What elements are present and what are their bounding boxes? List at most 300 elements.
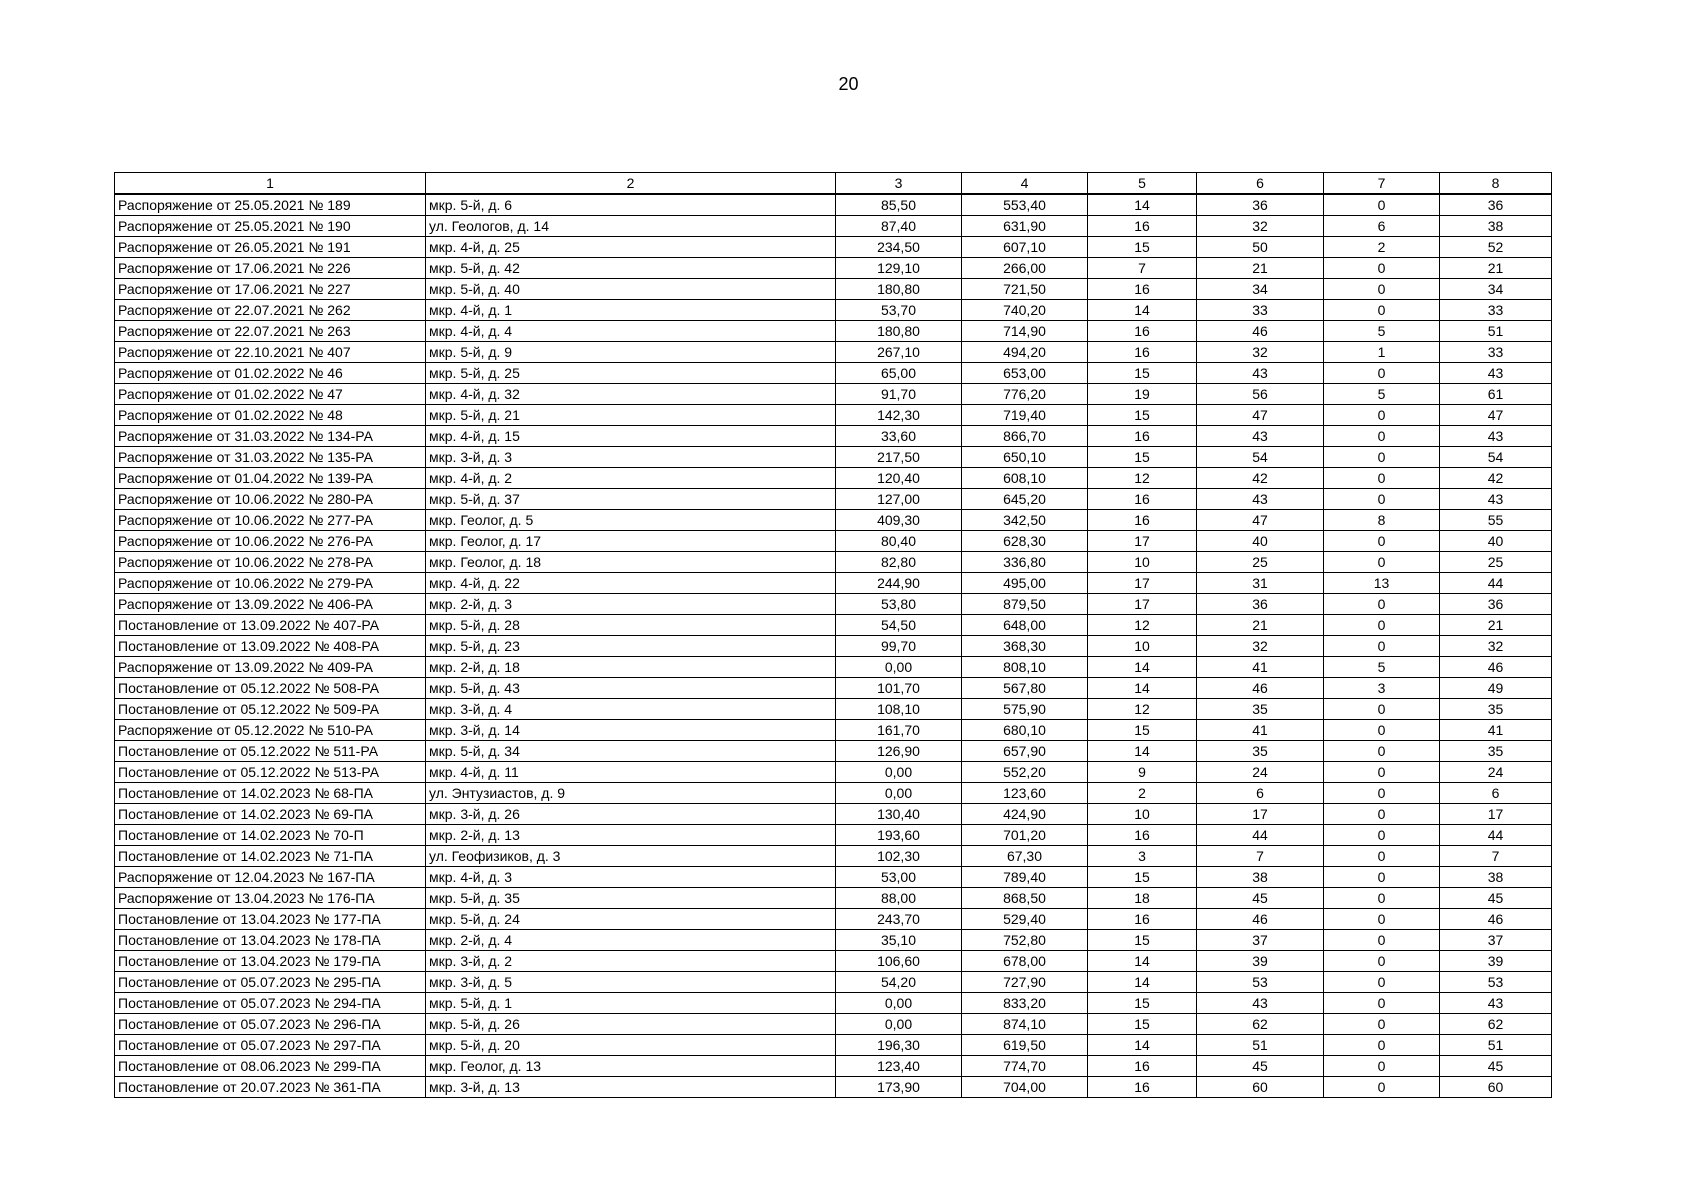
value-cell-col-3: 101,70 (836, 678, 962, 699)
value-cell-col-6: 32 (1197, 636, 1324, 657)
value-cell-col-7: 0 (1324, 1035, 1440, 1056)
value-cell-col-4: 866,70 (962, 426, 1088, 447)
value-cell-col-6: 32 (1197, 216, 1324, 237)
value-cell-col-6: 41 (1197, 657, 1324, 678)
value-cell-col-8: 43 (1440, 993, 1552, 1014)
address-cell: мкр. 5-й, д. 37 (426, 489, 836, 510)
value-cell-col-5: 16 (1088, 279, 1197, 300)
address-cell: мкр. 2-й, д. 3 (426, 594, 836, 615)
value-cell-col-4: 650,10 (962, 447, 1088, 468)
value-cell-col-4: 657,90 (962, 741, 1088, 762)
value-cell-col-5: 19 (1088, 384, 1197, 405)
value-cell-col-5: 3 (1088, 846, 1197, 867)
address-cell: мкр. 3-й, д. 2 (426, 951, 836, 972)
value-cell-col-7: 6 (1324, 216, 1440, 237)
value-cell-col-7: 0 (1324, 405, 1440, 426)
column-header-8: 8 (1440, 173, 1552, 195)
value-cell-col-4: 266,00 (962, 258, 1088, 279)
value-cell-col-3: 54,20 (836, 972, 962, 993)
value-cell-col-7: 0 (1324, 825, 1440, 846)
address-cell: мкр. 5-й, д. 24 (426, 909, 836, 930)
table-row (115, 825, 1552, 846)
value-cell-col-4: 336,80 (962, 552, 1088, 573)
document-cell: Распоряжение от 25.05.2021 № 189 (115, 194, 426, 216)
value-cell-col-5: 15 (1088, 930, 1197, 951)
value-cell-col-8: 38 (1440, 867, 1552, 888)
table-row (115, 258, 1552, 279)
value-cell-col-6: 42 (1197, 468, 1324, 489)
value-cell-col-4: 714,90 (962, 321, 1088, 342)
value-cell-col-4: 424,90 (962, 804, 1088, 825)
document-cell: Распоряжение от 13.04.2023 № 176-ПА (115, 888, 426, 909)
address-cell: мкр. 2-й, д. 13 (426, 825, 836, 846)
value-cell-col-8: 51 (1440, 321, 1552, 342)
value-cell-col-5: 15 (1088, 1014, 1197, 1035)
value-cell-col-7: 0 (1324, 762, 1440, 783)
value-cell-col-6: 37 (1197, 930, 1324, 951)
table-row (115, 1014, 1552, 1035)
value-cell-col-3: 80,40 (836, 531, 962, 552)
value-cell-col-3: 127,00 (836, 489, 962, 510)
value-cell-col-3: 82,80 (836, 552, 962, 573)
value-cell-col-7: 0 (1324, 363, 1440, 384)
value-cell-col-6: 44 (1197, 825, 1324, 846)
value-cell-col-3: 88,00 (836, 888, 962, 909)
address-cell: мкр. 4-й, д. 11 (426, 762, 836, 783)
address-cell: мкр. 5-й, д. 1 (426, 993, 836, 1014)
value-cell-col-6: 35 (1197, 741, 1324, 762)
table-row (115, 279, 1552, 300)
table-row (115, 888, 1552, 909)
value-cell-col-8: 41 (1440, 720, 1552, 741)
address-cell: мкр. 3-й, д. 13 (426, 1077, 836, 1098)
value-cell-col-7: 0 (1324, 468, 1440, 489)
table-row (115, 720, 1552, 741)
value-cell-col-4: 67,30 (962, 846, 1088, 867)
value-cell-col-7: 0 (1324, 552, 1440, 573)
value-cell-col-8: 45 (1440, 888, 1552, 909)
address-cell: мкр. 4-й, д. 3 (426, 867, 836, 888)
value-cell-col-3: 106,60 (836, 951, 962, 972)
value-cell-col-4: 645,20 (962, 489, 1088, 510)
value-cell-col-6: 36 (1197, 594, 1324, 615)
document-cell: Распоряжение от 22.10.2021 № 407 (115, 342, 426, 363)
document-cell: Постановление от 14.02.2023 № 70-П (115, 825, 426, 846)
value-cell-col-3: 244,90 (836, 573, 962, 594)
table-row (115, 300, 1552, 321)
value-cell-col-4: 653,00 (962, 363, 1088, 384)
value-cell-col-8: 40 (1440, 531, 1552, 552)
document-cell: Распоряжение от 17.06.2021 № 227 (115, 279, 426, 300)
document-cell: Постановление от 14.02.2023 № 68-ПА (115, 783, 426, 804)
address-cell: мкр. 5-й, д. 20 (426, 1035, 836, 1056)
value-cell-col-4: 575,90 (962, 699, 1088, 720)
value-cell-col-3: 53,70 (836, 300, 962, 321)
value-cell-col-6: 56 (1197, 384, 1324, 405)
address-cell: мкр. Геолог, д. 17 (426, 531, 836, 552)
column-header-3: 3 (836, 173, 962, 195)
value-cell-col-5: 12 (1088, 468, 1197, 489)
value-cell-col-3: 0,00 (836, 657, 962, 678)
value-cell-col-4: 678,00 (962, 951, 1088, 972)
value-cell-col-7: 0 (1324, 636, 1440, 657)
value-cell-col-5: 16 (1088, 489, 1197, 510)
value-cell-col-5: 10 (1088, 636, 1197, 657)
value-cell-col-3: 180,80 (836, 279, 962, 300)
value-cell-col-6: 32 (1197, 342, 1324, 363)
value-cell-col-6: 62 (1197, 1014, 1324, 1035)
value-cell-col-3: 53,80 (836, 594, 962, 615)
column-header-5: 5 (1088, 173, 1197, 195)
table-row (115, 489, 1552, 510)
value-cell-col-8: 52 (1440, 237, 1552, 258)
table-row (115, 846, 1552, 867)
value-cell-col-6: 54 (1197, 447, 1324, 468)
value-cell-col-7: 0 (1324, 194, 1440, 216)
value-cell-col-8: 38 (1440, 216, 1552, 237)
value-cell-col-6: 53 (1197, 972, 1324, 993)
document-cell: Распоряжение от 13.09.2022 № 409-РА (115, 657, 426, 678)
document-cell: Распоряжение от 10.06.2022 № 278-РА (115, 552, 426, 573)
value-cell-col-7: 0 (1324, 594, 1440, 615)
column-header-1: 1 (115, 173, 426, 195)
document-cell: Распоряжение от 22.07.2021 № 263 (115, 321, 426, 342)
value-cell-col-7: 5 (1324, 657, 1440, 678)
value-cell-col-4: 552,20 (962, 762, 1088, 783)
value-cell-col-5: 16 (1088, 825, 1197, 846)
value-cell-col-5: 12 (1088, 699, 1197, 720)
value-cell-col-4: 628,30 (962, 531, 1088, 552)
table-row (115, 615, 1552, 636)
value-cell-col-4: 776,20 (962, 384, 1088, 405)
address-cell: мкр. 4-й, д. 25 (426, 237, 836, 258)
address-cell: мкр. 4-й, д. 15 (426, 426, 836, 447)
value-cell-col-3: 142,30 (836, 405, 962, 426)
document-cell: Распоряжение от 01.02.2022 № 46 (115, 363, 426, 384)
value-cell-col-8: 61 (1440, 384, 1552, 405)
value-cell-col-7: 0 (1324, 972, 1440, 993)
document-cell: Распоряжение от 26.05.2021 № 191 (115, 237, 426, 258)
document-cell: Постановление от 05.07.2023 № 296-ПА (115, 1014, 426, 1035)
value-cell-col-5: 14 (1088, 657, 1197, 678)
value-cell-col-4: 833,20 (962, 993, 1088, 1014)
value-cell-col-5: 9 (1088, 762, 1197, 783)
value-cell-col-6: 47 (1197, 405, 1324, 426)
value-cell-col-3: 87,40 (836, 216, 962, 237)
value-cell-col-7: 0 (1324, 993, 1440, 1014)
value-cell-col-3: 35,10 (836, 930, 962, 951)
value-cell-col-5: 16 (1088, 321, 1197, 342)
address-cell: мкр. 5-й, д. 42 (426, 258, 836, 279)
value-cell-col-8: 44 (1440, 573, 1552, 594)
document-cell: Распоряжение от 10.06.2022 № 277-РА (115, 510, 426, 531)
value-cell-col-4: 704,00 (962, 1077, 1088, 1098)
value-cell-col-3: 91,70 (836, 384, 962, 405)
value-cell-col-3: 33,60 (836, 426, 962, 447)
document-cell: Распоряжение от 10.06.2022 № 276-РА (115, 531, 426, 552)
address-cell: мкр. 5-й, д. 21 (426, 405, 836, 426)
value-cell-col-8: 36 (1440, 594, 1552, 615)
value-cell-col-8: 43 (1440, 363, 1552, 384)
value-cell-col-5: 17 (1088, 573, 1197, 594)
value-cell-col-3: 193,60 (836, 825, 962, 846)
address-cell: мкр. 5-й, д. 43 (426, 678, 836, 699)
value-cell-col-3: 267,10 (836, 342, 962, 363)
value-cell-col-5: 10 (1088, 804, 1197, 825)
value-cell-col-8: 35 (1440, 699, 1552, 720)
document-cell: Распоряжение от 13.09.2022 № 406-РА (115, 594, 426, 615)
value-cell-col-4: 874,10 (962, 1014, 1088, 1035)
page-number: 20 (838, 74, 859, 94)
value-cell-col-5: 15 (1088, 237, 1197, 258)
table-row (115, 1056, 1552, 1077)
value-cell-col-4: 701,20 (962, 825, 1088, 846)
value-cell-col-7: 2 (1324, 237, 1440, 258)
value-cell-col-6: 17 (1197, 804, 1324, 825)
value-cell-col-8: 51 (1440, 1035, 1552, 1056)
value-cell-col-8: 44 (1440, 825, 1552, 846)
value-cell-col-6: 50 (1197, 237, 1324, 258)
value-cell-col-6: 36 (1197, 194, 1324, 216)
value-cell-col-8: 43 (1440, 426, 1552, 447)
header-row (115, 173, 1552, 195)
value-cell-col-5: 14 (1088, 741, 1197, 762)
document-cell: Распоряжение от 10.06.2022 № 280-РА (115, 489, 426, 510)
value-cell-col-7: 0 (1324, 699, 1440, 720)
value-cell-col-4: 727,90 (962, 972, 1088, 993)
value-cell-col-4: 495,00 (962, 573, 1088, 594)
value-cell-col-4: 721,50 (962, 279, 1088, 300)
value-cell-col-8: 32 (1440, 636, 1552, 657)
value-cell-col-8: 6 (1440, 783, 1552, 804)
value-cell-col-8: 42 (1440, 468, 1552, 489)
table-row (115, 342, 1552, 363)
address-cell: мкр. 5-й, д. 25 (426, 363, 836, 384)
column-header-2: 2 (426, 173, 836, 195)
table-row (115, 510, 1552, 531)
table-row (115, 867, 1552, 888)
value-cell-col-3: 126,90 (836, 741, 962, 762)
document-cell: Постановление от 05.12.2022 № 511-РА (115, 741, 426, 762)
table-row (115, 804, 1552, 825)
value-cell-col-6: 51 (1197, 1035, 1324, 1056)
table-row (115, 699, 1552, 720)
address-cell: мкр. Геолог, д. 13 (426, 1056, 836, 1077)
value-cell-col-6: 21 (1197, 258, 1324, 279)
table-row (115, 930, 1552, 951)
document-cell: Распоряжение от 10.06.2022 № 279-РА (115, 573, 426, 594)
value-cell-col-7: 5 (1324, 384, 1440, 405)
value-cell-col-8: 49 (1440, 678, 1552, 699)
value-cell-col-4: 789,40 (962, 867, 1088, 888)
table-row (115, 363, 1552, 384)
document-cell: Постановление от 13.09.2022 № 408-РА (115, 636, 426, 657)
value-cell-col-5: 14 (1088, 972, 1197, 993)
document-cell: Распоряжение от 01.04.2022 № 139-РА (115, 468, 426, 489)
value-cell-col-4: 567,80 (962, 678, 1088, 699)
table-row (115, 405, 1552, 426)
value-cell-col-7: 0 (1324, 447, 1440, 468)
value-cell-col-3: 234,50 (836, 237, 962, 258)
value-cell-col-6: 38 (1197, 867, 1324, 888)
value-cell-col-3: 85,50 (836, 194, 962, 216)
value-cell-col-8: 24 (1440, 762, 1552, 783)
value-cell-col-8: 17 (1440, 804, 1552, 825)
value-cell-col-5: 16 (1088, 1056, 1197, 1077)
document-cell: Распоряжение от 22.07.2021 № 262 (115, 300, 426, 321)
value-cell-col-6: 31 (1197, 573, 1324, 594)
value-cell-col-7: 0 (1324, 1077, 1440, 1098)
value-cell-col-3: 99,70 (836, 636, 962, 657)
value-cell-col-3: 0,00 (836, 762, 962, 783)
value-cell-col-5: 15 (1088, 720, 1197, 741)
address-cell: мкр. 4-й, д. 4 (426, 321, 836, 342)
value-cell-col-4: 619,50 (962, 1035, 1088, 1056)
value-cell-col-8: 7 (1440, 846, 1552, 867)
address-cell: мкр. 5-й, д. 6 (426, 194, 836, 216)
document-cell: Постановление от 13.04.2023 № 179-ПА (115, 951, 426, 972)
value-cell-col-8: 43 (1440, 489, 1552, 510)
value-cell-col-4: 607,10 (962, 237, 1088, 258)
value-cell-col-3: 243,70 (836, 909, 962, 930)
table-row (115, 594, 1552, 615)
value-cell-col-3: 108,10 (836, 699, 962, 720)
document-cell: Постановление от 14.02.2023 № 71-ПА (115, 846, 426, 867)
document-cell: Постановление от 13.09.2022 № 407-РА (115, 615, 426, 636)
table-row (115, 993, 1552, 1014)
document-cell: Постановление от 05.12.2022 № 509-РА (115, 699, 426, 720)
value-cell-col-3: 53,00 (836, 867, 962, 888)
value-cell-col-5: 14 (1088, 194, 1197, 216)
value-cell-col-8: 37 (1440, 930, 1552, 951)
table-row (115, 384, 1552, 405)
value-cell-col-7: 0 (1324, 909, 1440, 930)
table-row (115, 951, 1552, 972)
value-cell-col-3: 129,10 (836, 258, 962, 279)
value-cell-col-6: 41 (1197, 720, 1324, 741)
value-cell-col-6: 24 (1197, 762, 1324, 783)
value-cell-col-7: 0 (1324, 846, 1440, 867)
value-cell-col-8: 45 (1440, 1056, 1552, 1077)
table-row (115, 1035, 1552, 1056)
value-cell-col-8: 21 (1440, 615, 1552, 636)
column-header-4: 4 (962, 173, 1088, 195)
value-cell-col-8: 62 (1440, 1014, 1552, 1035)
value-cell-col-8: 35 (1440, 741, 1552, 762)
value-cell-col-3: 130,40 (836, 804, 962, 825)
value-cell-col-3: 217,50 (836, 447, 962, 468)
value-cell-col-6: 46 (1197, 909, 1324, 930)
table-row (115, 531, 1552, 552)
value-cell-col-4: 608,10 (962, 468, 1088, 489)
value-cell-col-5: 10 (1088, 552, 1197, 573)
value-cell-col-7: 0 (1324, 531, 1440, 552)
value-cell-col-7: 0 (1324, 741, 1440, 762)
value-cell-col-4: 342,50 (962, 510, 1088, 531)
table-row (115, 573, 1552, 594)
address-cell: мкр. 2-й, д. 4 (426, 930, 836, 951)
value-cell-col-7: 0 (1324, 888, 1440, 909)
value-cell-col-7: 13 (1324, 573, 1440, 594)
address-cell: ул. Геологов, д. 14 (426, 216, 836, 237)
value-cell-col-7: 0 (1324, 1056, 1440, 1077)
value-cell-col-6: 6 (1197, 783, 1324, 804)
value-cell-col-3: 161,70 (836, 720, 962, 741)
value-cell-col-5: 15 (1088, 993, 1197, 1014)
table-row (115, 321, 1552, 342)
value-cell-col-4: 680,10 (962, 720, 1088, 741)
address-cell: мкр. 5-й, д. 26 (426, 1014, 836, 1035)
document-cell: Постановление от 13.04.2023 № 177-ПА (115, 909, 426, 930)
document-cell: Постановление от 08.06.2023 № 299-ПА (115, 1056, 426, 1077)
value-cell-col-4: 368,30 (962, 636, 1088, 657)
document-cell: Распоряжение от 25.05.2021 № 190 (115, 216, 426, 237)
table-row (115, 194, 1552, 216)
document-cell: Распоряжение от 17.06.2021 № 226 (115, 258, 426, 279)
value-cell-col-7: 8 (1324, 510, 1440, 531)
value-cell-col-4: 774,70 (962, 1056, 1088, 1077)
value-cell-col-4: 808,10 (962, 657, 1088, 678)
value-cell-col-6: 40 (1197, 531, 1324, 552)
value-cell-col-7: 0 (1324, 930, 1440, 951)
value-cell-col-6: 25 (1197, 552, 1324, 573)
value-cell-col-3: 0,00 (836, 783, 962, 804)
value-cell-col-7: 0 (1324, 489, 1440, 510)
value-cell-col-3: 54,50 (836, 615, 962, 636)
document-cell: Распоряжение от 31.03.2022 № 134-РА (115, 426, 426, 447)
value-cell-col-3: 0,00 (836, 993, 962, 1014)
value-cell-col-6: 21 (1197, 615, 1324, 636)
value-cell-col-7: 0 (1324, 783, 1440, 804)
value-cell-col-8: 34 (1440, 279, 1552, 300)
value-cell-col-4: 740,20 (962, 300, 1088, 321)
value-cell-col-5: 12 (1088, 615, 1197, 636)
table-row (115, 657, 1552, 678)
value-cell-col-5: 14 (1088, 300, 1197, 321)
table-row (115, 762, 1552, 783)
address-cell: мкр. 2-й, д. 18 (426, 657, 836, 678)
table-row (115, 1077, 1552, 1098)
value-cell-col-3: 102,30 (836, 846, 962, 867)
table-row (115, 447, 1552, 468)
table-row (115, 216, 1552, 237)
value-cell-col-6: 43 (1197, 993, 1324, 1014)
value-cell-col-3: 123,40 (836, 1056, 962, 1077)
value-cell-col-5: 2 (1088, 783, 1197, 804)
value-cell-col-4: 719,40 (962, 405, 1088, 426)
value-cell-col-6: 45 (1197, 888, 1324, 909)
table-row (115, 972, 1552, 993)
value-cell-col-3: 180,80 (836, 321, 962, 342)
value-cell-col-6: 34 (1197, 279, 1324, 300)
value-cell-col-8: 33 (1440, 300, 1552, 321)
table-row (115, 783, 1552, 804)
address-cell: ул. Энтузиастов, д. 9 (426, 783, 836, 804)
value-cell-col-5: 14 (1088, 678, 1197, 699)
value-cell-col-6: 47 (1197, 510, 1324, 531)
document-cell: Распоряжение от 01.02.2022 № 48 (115, 405, 426, 426)
value-cell-col-4: 648,00 (962, 615, 1088, 636)
value-cell-col-6: 43 (1197, 489, 1324, 510)
value-cell-col-5: 16 (1088, 426, 1197, 447)
value-cell-col-7: 0 (1324, 951, 1440, 972)
value-cell-col-8: 25 (1440, 552, 1552, 573)
value-cell-col-4: 868,50 (962, 888, 1088, 909)
value-cell-col-7: 0 (1324, 720, 1440, 741)
value-cell-col-7: 0 (1324, 867, 1440, 888)
address-cell: мкр. 5-й, д. 35 (426, 888, 836, 909)
value-cell-col-7: 0 (1324, 1014, 1440, 1035)
